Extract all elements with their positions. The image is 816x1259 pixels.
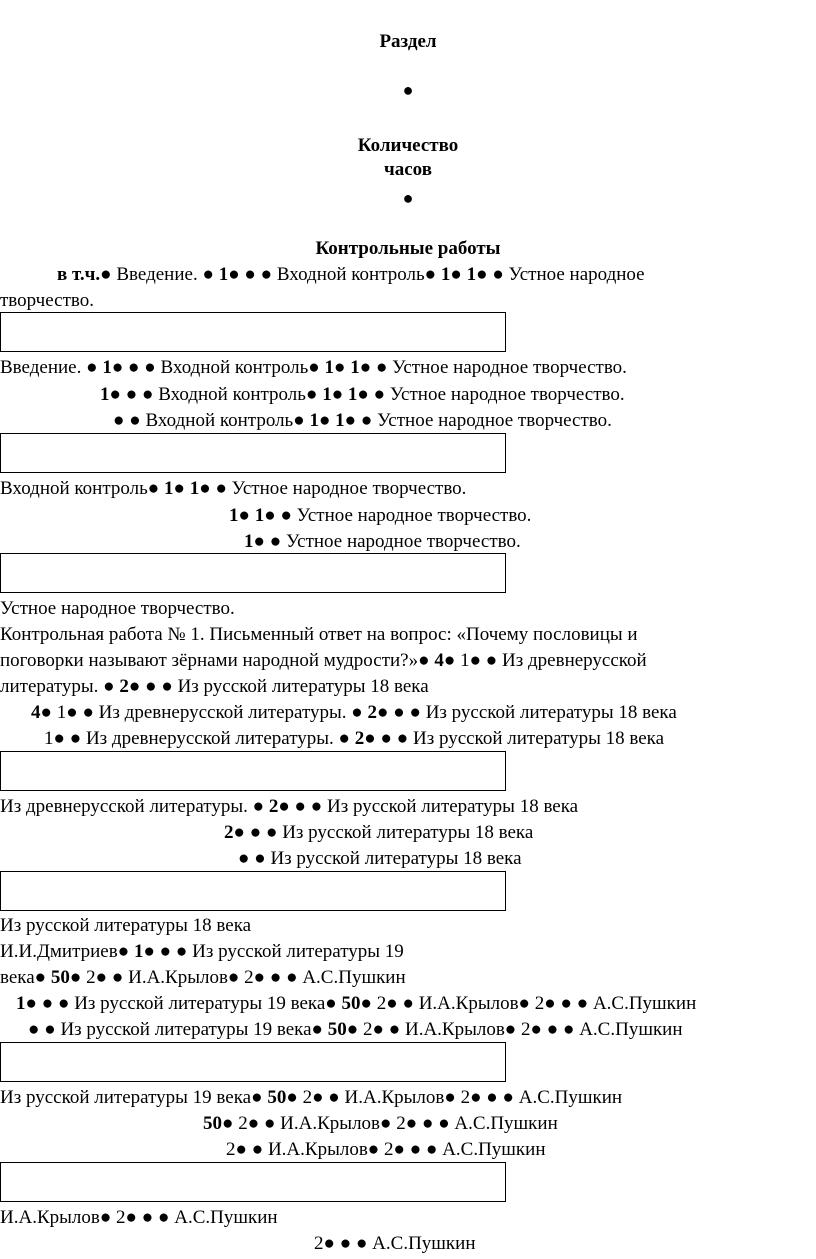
text-line: 2● ● И.А.Крылов● 2● ● ● А.С.Пушкин <box>226 1139 546 1160</box>
text-line <box>0 795 578 819</box>
text-line <box>113 409 612 433</box>
text-span: поговорки называют зёрнами народной мудрости?»● <box>0 650 435 671</box>
text-line <box>229 504 531 528</box>
hours-heading: Количество <box>357 135 459 156</box>
text-span: Входной контроль● <box>158 384 323 405</box>
incl-label: в т.ч. <box>57 264 101 285</box>
text-span: ● ● Входной контроль● <box>113 410 310 431</box>
text-line <box>16 992 696 1016</box>
text-span: ● Устное народное творчество. <box>269 531 521 552</box>
text-line: И.А.Крылов● 2● ● ● А.С.Пушкин <box>0 1207 278 1228</box>
text-span: 1● ● Из древнерусской <box>460 650 647 671</box>
text-span: Из русской литературы 19 века● <box>0 1087 268 1108</box>
text-line <box>203 1112 558 1136</box>
text-span: Из русской литературы 19 века● <box>74 993 342 1014</box>
number-span: 50● <box>341 993 377 1014</box>
text-span: Из русской литературы 18 века <box>412 728 665 749</box>
empty-text-field[interactable] <box>0 312 506 352</box>
number-span: 2● ● ● <box>119 676 178 697</box>
number-span: 2● ● ● <box>367 702 426 723</box>
text-span: литературы. ● <box>0 676 120 697</box>
text-span: ● Устное народное творчество. <box>360 410 612 431</box>
text-span: Из русской литературы 18 века <box>177 676 429 697</box>
text-span: 2● ● И.А.Крылов● 2● ● ● А.С.Пушкин <box>363 1019 683 1040</box>
number-span: 4● <box>31 702 57 723</box>
text-line <box>0 477 466 501</box>
text-line <box>0 940 404 964</box>
text-span: ● Устное народное <box>492 264 645 285</box>
empty-text-field[interactable] <box>0 751 506 791</box>
text-line <box>100 383 625 407</box>
text-span: Входной контроль● <box>0 478 164 499</box>
empty-text-field[interactable] <box>0 1162 506 1202</box>
text-line <box>0 356 627 380</box>
text-span: 1● ● Из древнерусской литературы. ● <box>44 728 355 749</box>
text-span: ● Устное народное творчество. <box>280 505 532 526</box>
text-span: 2● ● И.А.Крылов● 2● ● ● А.С.Пушкин <box>376 993 697 1014</box>
number-span: 1● 1● <box>164 478 216 499</box>
bullet-mark: ● <box>402 80 414 100</box>
text-span: Из русской литературы 18 века <box>327 796 579 817</box>
text-span: Входной контроль● <box>276 264 441 285</box>
number-span: 50● <box>50 967 87 988</box>
empty-text-field[interactable] <box>0 871 506 911</box>
hours-heading-2: часов <box>384 159 432 180</box>
number-span: 2● ● ● <box>224 822 283 843</box>
text-span: ● Устное народное творчество. <box>375 357 627 378</box>
text-line: творчество. <box>0 290 94 311</box>
control-heading: Контрольные работы <box>315 238 501 259</box>
text-span: Из русской литературы 18 века <box>425 702 677 723</box>
text-line: Устное народное творчество. <box>0 598 235 619</box>
text-line <box>0 966 406 990</box>
number-span: 1● 1● <box>229 505 281 526</box>
text-line <box>44 727 664 751</box>
number-span: 1● <box>244 531 270 552</box>
text-line <box>244 530 521 554</box>
section-heading: Раздел <box>379 31 437 52</box>
text-span: 2● ● И.А.Крылов● 2● ● ● А.С.Пушкин <box>302 1087 623 1108</box>
text-span: ● Устное народное творчество. <box>373 384 625 405</box>
text-line <box>224 821 533 845</box>
number-span: 1● ● ● <box>100 384 159 405</box>
text-span: Введение. ● <box>0 357 103 378</box>
number-span: 50● <box>327 1019 364 1040</box>
text-span: века● <box>0 967 51 988</box>
empty-text-field[interactable] <box>0 433 506 473</box>
bullet-mark: ● <box>402 188 414 208</box>
text-span: Входной контроль● <box>160 357 325 378</box>
number-span: 4● <box>434 650 461 671</box>
number-span: 1● ● ● <box>102 357 161 378</box>
text-line: 2● ● ● А.С.Пушкин <box>314 1233 476 1254</box>
text-span: И.И.Дмитриев● <box>0 941 134 962</box>
text-line: ● ● Из русской литературы 18 века <box>238 848 522 869</box>
empty-text-field[interactable] <box>0 1042 506 1082</box>
text-span: 2● ● И.А.Крылов● 2● ● ● А.С.Пушкин <box>238 1113 558 1134</box>
text-span: 1● ● Из древнерусской литературы. ● <box>56 702 368 723</box>
text-span: ● ● Из русской литературы 19 века● <box>28 1019 328 1040</box>
number-span: 2● ● ● <box>354 728 413 749</box>
number-span: 2● ● ● <box>268 796 328 817</box>
number-span: 1● 1● <box>440 264 493 285</box>
text-line: Контрольная работа № 1. Письменный ответ на вопрос: «Почему пословицы и <box>0 624 638 645</box>
number-span: 1● ● ● <box>133 941 193 962</box>
text-line <box>0 1086 622 1110</box>
text-line <box>0 675 429 699</box>
text-span: 2● ● И.А.Крылов● 2● ● ● А.С.Пушкин <box>86 967 406 988</box>
number-span: 1● 1● <box>324 357 376 378</box>
text-span: Из русской литературы 18 века <box>282 822 534 843</box>
text-line <box>28 1018 683 1042</box>
number-span: 1● 1● <box>322 384 374 405</box>
text-span: ● Введение. ● <box>100 264 219 285</box>
text-line <box>31 701 677 725</box>
text-span: Из древнерусской литературы. ● <box>0 796 269 817</box>
text-line <box>0 649 647 673</box>
text-span: ● Устное народное творчество. <box>215 478 467 499</box>
empty-text-field[interactable] <box>0 553 506 593</box>
number-span: 50● <box>203 1113 239 1134</box>
number-span: 1● ● ● <box>218 264 277 285</box>
number-span: 1● ● ● <box>16 993 75 1014</box>
text-line <box>57 263 645 287</box>
number-span: 1● 1● <box>309 410 361 431</box>
text-span: Из русской литературы 19 <box>192 941 404 962</box>
number-span: 50● <box>267 1087 303 1108</box>
text-line: Из русской литературы 18 века <box>0 915 252 936</box>
